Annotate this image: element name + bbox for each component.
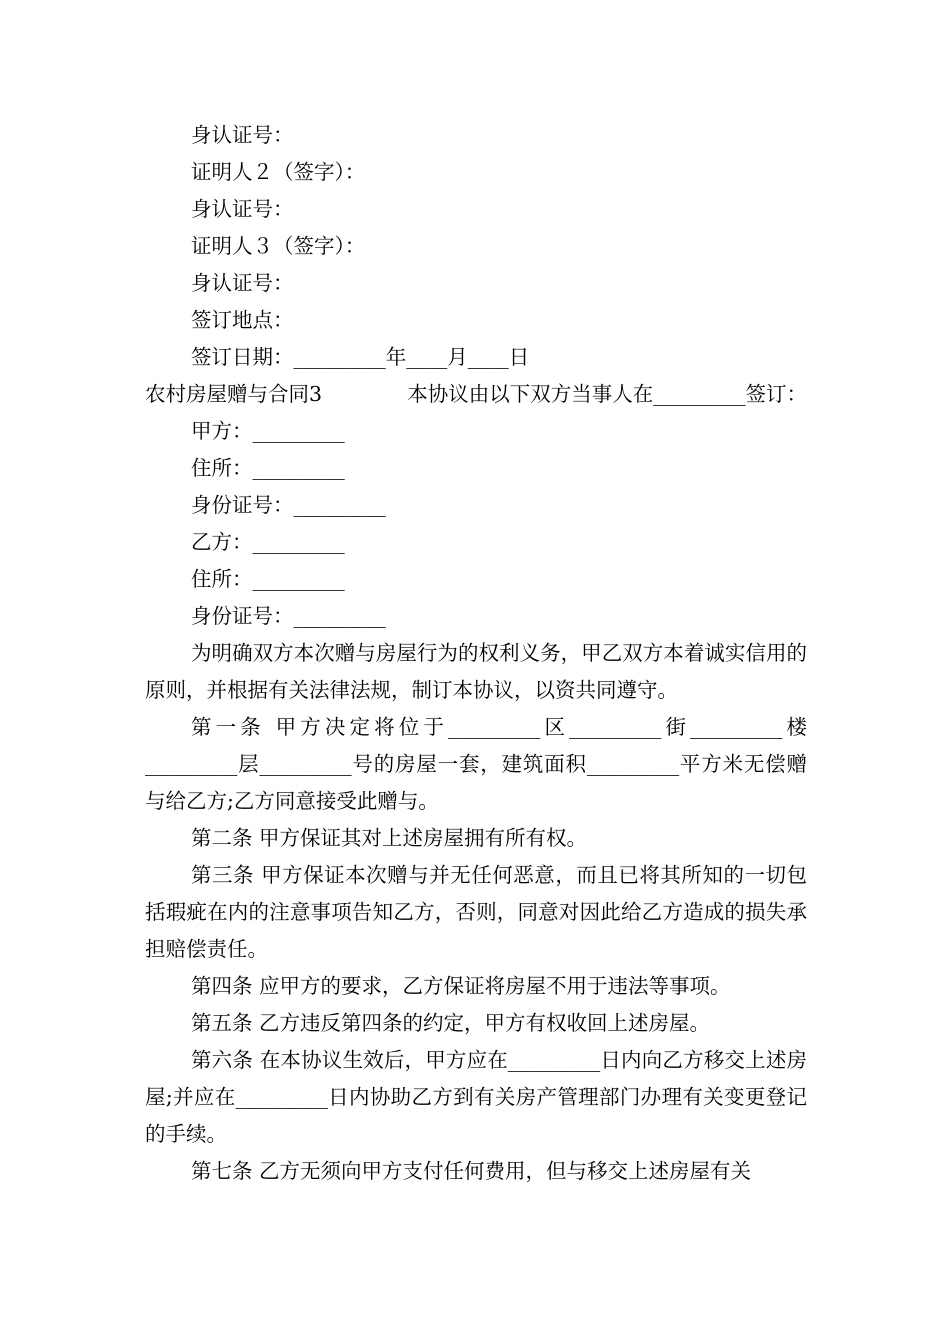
preamble-paragraph: 为明确双方本次赠与房屋行为的权利义务，甲乙双方本着诚实信用的原则，并根据有关法律法规，制订本协议，以资共同遵守。 bbox=[145, 641, 807, 702]
witness3-signature-line: 证明人３（签字）： bbox=[191, 234, 366, 258]
article-3-paragraph: 第三条 甲方保证本次赠与并无任何恶意，而且已将其所知的一切包括瑕疵在内的注意事项告知乙方，否则，同意对因此给乙方造成的损失承担赔偿责任。 bbox=[145, 863, 807, 961]
witness2-id-line: 身认证号： bbox=[191, 197, 294, 221]
party-b-id-line: 身份证号：_________ bbox=[191, 604, 386, 628]
contract-title: 农村房屋赠与合同3 bbox=[145, 382, 323, 406]
document-body bbox=[145, 117, 807, 1190]
signing-place-line: 签订地点： bbox=[191, 308, 294, 332]
party-b-address-line: 住所：_________ bbox=[191, 567, 345, 591]
witness2-signature-line: 证明人２（签字）： bbox=[191, 160, 366, 184]
article-4-paragraph: 第四条 应甲方的要求，乙方保证将房屋不用于违法等事项。 bbox=[191, 974, 731, 998]
party-a-line: 甲方：_________ bbox=[191, 419, 345, 443]
party-a-address-line: 住所：_________ bbox=[191, 456, 345, 480]
party-b-line: 乙方：_________ bbox=[191, 530, 345, 554]
article-7-paragraph: 第七条 乙方无须向甲方支付任何费用，但与移交上述房屋有关 bbox=[191, 1159, 752, 1183]
witness1-id-line: 身认证号： bbox=[191, 123, 294, 147]
signing-date-line: 签订日期：_________年____月____日 bbox=[191, 345, 530, 369]
witness3-id-line: 身认证号： bbox=[191, 271, 294, 295]
contract-intro: 本协议由以下双方当事人在_________签订： bbox=[407, 382, 807, 406]
article-2-paragraph: 第二条 甲方保证其对上述房屋拥有所有权。 bbox=[191, 826, 588, 850]
party-a-id-line: 身份证号：_________ bbox=[191, 493, 386, 517]
article-6-paragraph: 第六条 在本协议生效后，甲方应在_________日内向乙方移交上述房屋;并应在_________日内协助乙方到有关房产管理部门办理有关变更登记的手续。 bbox=[145, 1048, 807, 1146]
article-1-paragraph: 第一条 甲方决定将位于_________区_________街_________楼_________层_________号的房屋一套，建筑面积_________平方米无偿赠与给乙方;乙方同意接受此赠与。 bbox=[145, 715, 807, 813]
article-5-paragraph: 第五条 乙方违反第四条的约定，甲方有权收回上述房屋。 bbox=[191, 1011, 711, 1035]
contract-title-line bbox=[145, 376, 807, 413]
